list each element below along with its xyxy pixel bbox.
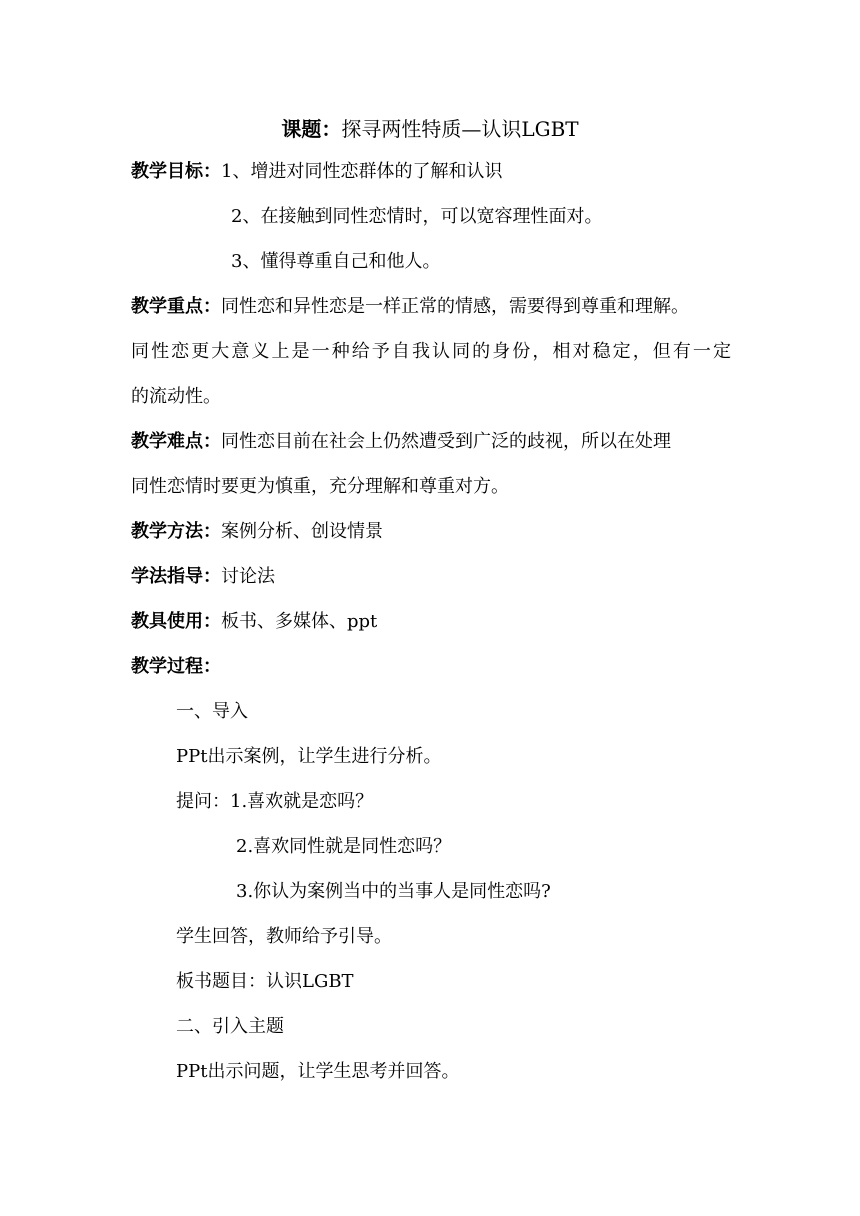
lesson-title [0,117,860,141]
tools-row [131,611,377,633]
key-points-text: 同性恋和异性恋是一样正常的情感，需要得到尊重和理解。 [221,296,689,317]
study-guide-label: 学法指导： [131,566,221,587]
tools-text: 板书、多媒体、ppt [221,611,378,632]
study-guide-row [131,566,275,588]
objective-item: 1、增进对同性恋群体的了解和认识 [221,161,503,182]
section-paragraph: 板书题目：认识LGBT [176,971,354,992]
objectives-row [131,161,502,183]
lesson-title-text: 探寻两性特质—认识LGBT [341,117,579,141]
key-points-row [131,296,689,318]
difficulties-label: 教学难点： [131,431,221,452]
study-guide-text: 讨论法 [221,566,275,587]
section-heading: 二、引入主题 [176,1016,284,1037]
difficulties-text: 同性恋情时要更为慎重，充分理解和尊重对方。 [131,476,509,497]
difficulties-text: 同性恋目前在社会上仍然遭受到广泛的歧视，所以在处理 [221,431,671,452]
difficulties-row [131,431,671,453]
process-label: 教学过程： [131,656,221,677]
questions-label: 提问： [176,791,230,812]
objective-item: 3、懂得尊重自己和他人。 [231,251,441,272]
objectives-label: 教学目标： [131,161,221,182]
question-item: 1.喜欢就是恋吗？ [230,791,374,812]
section-heading: 一、导入 [176,701,248,722]
key-points-text: 同性恋更大意义上是一种给予自我认同的身份，相对稳定，但有一定 [131,341,731,362]
tools-label: 教具使用： [131,611,221,632]
key-points-label: 教学重点： [131,296,221,317]
section-paragraph: PPt出示问题，让学生思考并回答。 [176,1061,460,1082]
objective-item: 2、在接触到同性恋情时，可以宽容理性面对。 [231,206,603,227]
questions-row [176,791,373,813]
methods-label: 教学方法： [131,521,221,542]
question-item: 2.喜欢同性就是同性恋吗？ [236,836,452,857]
methods-row [131,521,383,543]
section-paragraph: PPt出示案例，让学生进行分析。 [176,746,442,767]
lesson-title-label: 课题： [281,117,342,141]
section-paragraph: 学生回答，教师给予引导。 [176,926,392,947]
key-points-text: 的流动性。 [131,386,221,407]
question-item: 3.你认为案例当中的当事人是同性恋吗? [236,881,551,902]
methods-text: 案例分析、创设情景 [221,521,383,542]
